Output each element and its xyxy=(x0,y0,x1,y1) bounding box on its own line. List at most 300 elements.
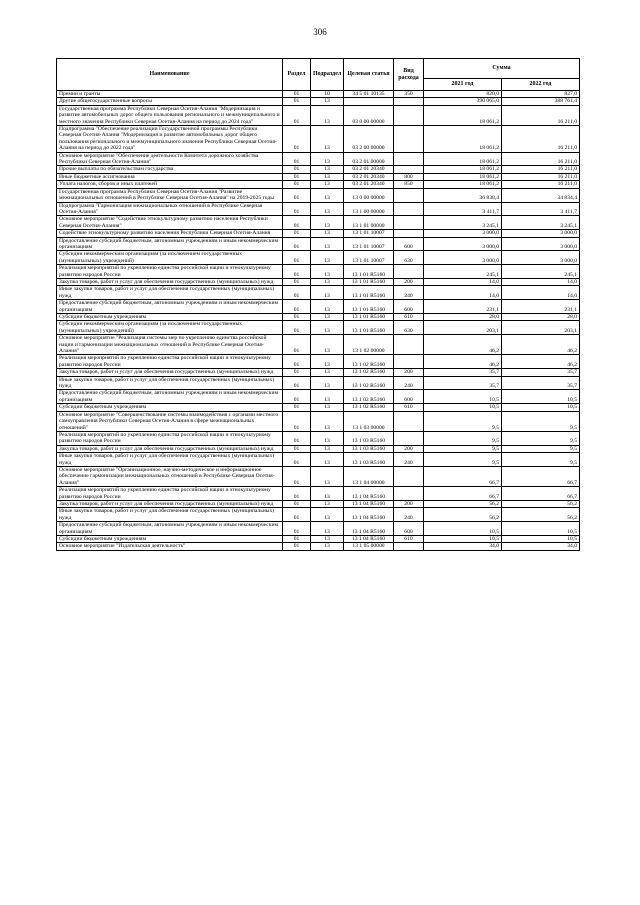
row-target-article: 13 1 01 10007 xyxy=(344,237,394,251)
row-sum-2022: 9,5 xyxy=(502,453,580,467)
row-expense-type: 240 xyxy=(394,286,424,300)
row-sum-2022: 16 211,0 xyxy=(502,166,580,173)
row-sum-2021: 9,5 xyxy=(424,431,502,445)
row-expense-type: 350 xyxy=(394,91,424,98)
row-name: Подпрограмма "Обеспечение реализации Государственной программы Республики Северная Осетия-Алания "Модернизация и развитие автомобильных дорог общего пользования регионального и межмуниципального значения Республики Северная Осетия-Алания на период до 2022 года" xyxy=(57,126,283,153)
row-expense-type: 200 xyxy=(394,445,424,452)
table-row xyxy=(57,376,580,390)
row-sum-2022: 34,0 xyxy=(502,543,580,550)
row-section: 01 xyxy=(283,522,311,536)
row-name: Подпрограмма "Гармонизация межнациональных отношений в Республике Северная Осетия-Алания" xyxy=(57,202,283,216)
row-target-article: 13 1 01 00000 xyxy=(344,216,394,230)
row-expense-type: 200 xyxy=(394,500,424,507)
row-target-article: 13 1 01 R5160 xyxy=(344,265,394,279)
row-section: 01 xyxy=(283,487,311,501)
row-subsection: 13 xyxy=(311,105,344,125)
row-subsection: 13 xyxy=(311,278,344,285)
row-expense-type xyxy=(394,265,424,279)
row-target-article xyxy=(344,98,394,105)
row-target-article: 13 1 02 R5160 xyxy=(344,369,394,376)
row-name: Субсидии бюджетным учреждениям xyxy=(57,536,283,543)
row-section: 01 xyxy=(283,508,311,522)
row-sum-2022: 56,2 xyxy=(502,500,580,507)
row-expense-type: 610 xyxy=(394,314,424,321)
row-name: Реализация мероприятий по укреплению единства российской нации и этнокультурному развитию народов России xyxy=(57,355,283,369)
row-expense-type xyxy=(394,487,424,501)
table-row xyxy=(57,278,580,285)
row-sum-2022: 46,2 xyxy=(502,335,580,355)
row-sum-2022: 9,5 xyxy=(502,445,580,452)
row-sum-2022: 231,1 xyxy=(502,300,580,314)
table-row xyxy=(57,411,580,431)
row-sum-2022: 9,5 xyxy=(502,431,580,445)
table-row xyxy=(57,487,580,501)
row-subsection: 13 xyxy=(311,314,344,321)
row-expense-type: 800 xyxy=(394,173,424,180)
row-expense-type xyxy=(394,202,424,216)
row-name: Уплата налогов, сборов и иных платежей xyxy=(57,181,283,188)
row-sum-2022: 3 000,0 xyxy=(502,251,580,265)
row-subsection: 13 xyxy=(311,202,344,216)
row-sum-2022: 388 761,4 xyxy=(502,98,580,105)
row-subsection: 13 xyxy=(311,466,344,486)
row-name: Субсидии бюджетным учреждениям xyxy=(57,404,283,411)
row-sum-2021: 35,7 xyxy=(424,376,502,390)
row-sum-2021: 18 061,2 xyxy=(424,152,502,166)
row-section: 01 xyxy=(283,152,311,166)
row-target-article: 13 1 01 10007 xyxy=(344,230,394,237)
row-subsection: 13 xyxy=(311,251,344,265)
row-target-article: 13 1 02 R5160 xyxy=(344,376,394,390)
row-sum-2021: 3 000,0 xyxy=(424,251,502,265)
table-row xyxy=(57,237,580,251)
row-section: 01 xyxy=(283,500,311,507)
row-name: Иные закупки товаров, работ и услуг для обеспечения государственных (муниципальных) нужд xyxy=(57,508,283,522)
row-name: Субсидии бюджетным учреждениям xyxy=(57,314,283,321)
row-subsection: 13 xyxy=(311,166,344,173)
row-subsection: 13 xyxy=(311,453,344,467)
row-sum-2022: 56,2 xyxy=(502,508,580,522)
row-subsection: 13 xyxy=(311,487,344,501)
row-expense-type: 610 xyxy=(394,404,424,411)
row-name: Субсидии некоммерческим организациям (за исключением государственных (муниципальных) учреждений) xyxy=(57,251,283,265)
row-sum-2022: 827,0 xyxy=(502,91,580,98)
row-name: Иные закупки товаров, работ и услуг для обеспечения государственных (муниципальных) нужд xyxy=(57,286,283,300)
row-sum-2021: 9,5 xyxy=(424,453,502,467)
row-sum-2021: 28,0 xyxy=(424,314,502,321)
row-sum-2021: 14,0 xyxy=(424,286,502,300)
row-expense-type: 200 xyxy=(394,369,424,376)
row-sum-2022: 10,5 xyxy=(502,536,580,543)
row-sum-2021: 18 061,2 xyxy=(424,173,502,180)
row-sum-2022: 28,0 xyxy=(502,314,580,321)
row-name: Иные закупки товаров, работ и услуг для обеспечения государственных (муниципальных) нужд xyxy=(57,376,283,390)
row-sum-2021: 36 838,4 xyxy=(424,188,502,202)
row-sum-2022: 16 211,0 xyxy=(502,181,580,188)
row-expense-type: 240 xyxy=(394,453,424,467)
row-target-article: 13 1 02 R5160 xyxy=(344,390,394,404)
row-sum-2021: 56,2 xyxy=(424,508,502,522)
table-row xyxy=(57,126,580,153)
row-section: 01 xyxy=(283,445,311,452)
row-name: Премии и гранты xyxy=(57,91,283,98)
row-name: Основное мероприятие "Организационное, научно-методическое и информационное обеспечение гармонизации межнациональных отношений в Республике Северная Осетия-Алания" xyxy=(57,466,283,486)
row-expense-type: 600 xyxy=(394,300,424,314)
row-subsection: 13 xyxy=(311,404,344,411)
row-target-article: 03 2 01 20340 xyxy=(344,166,394,173)
row-sum-2021: 34,0 xyxy=(424,543,502,550)
table-row xyxy=(57,216,580,230)
row-sum-2021: 66,7 xyxy=(424,466,502,486)
row-subsection: 13 xyxy=(311,445,344,452)
row-expense-type: 600 xyxy=(394,237,424,251)
row-expense-type xyxy=(394,466,424,486)
row-section: 01 xyxy=(283,166,311,173)
row-subsection: 13 xyxy=(311,173,344,180)
table-row xyxy=(57,508,580,522)
row-sum-2022: 14,0 xyxy=(502,286,580,300)
row-name: Закупка товаров, работ и услуг для обеспечения государственных (муниципальных) нужд xyxy=(57,500,283,507)
row-subsection: 10 xyxy=(311,91,344,98)
table-row xyxy=(57,369,580,376)
row-sum-2021: 18 061,2 xyxy=(424,126,502,153)
row-target-article: 13 1 02 R5160 xyxy=(344,404,394,411)
row-expense-type: 600 xyxy=(394,390,424,404)
row-expense-type xyxy=(394,411,424,431)
row-target-article: 03 2 01 20340 xyxy=(344,173,394,180)
row-subsection: 13 xyxy=(311,188,344,202)
row-sum-2022: 3 245,1 xyxy=(502,216,580,230)
row-section: 01 xyxy=(283,216,311,230)
row-subsection: 13 xyxy=(311,216,344,230)
row-sum-2021: 10,5 xyxy=(424,522,502,536)
budget-table xyxy=(56,58,580,551)
row-target-article: 13 1 01 R5160 xyxy=(344,278,394,285)
row-subsection: 13 xyxy=(311,431,344,445)
row-name: Государственная программа Республики Северная Осетия-Алания "Развитие межнациональных отношений в Республике Северная Осетия-Алания" на 2019-2025 годы xyxy=(57,188,283,202)
row-expense-type xyxy=(394,166,424,173)
row-sum-2022: 16 211,0 xyxy=(502,105,580,125)
row-expense-type xyxy=(394,431,424,445)
table-row xyxy=(57,202,580,216)
table-row xyxy=(57,314,580,321)
row-subsection: 13 xyxy=(311,376,344,390)
row-section: 01 xyxy=(283,431,311,445)
row-sum-2021: 231,1 xyxy=(424,300,502,314)
row-section: 01 xyxy=(283,335,311,355)
row-sum-2021: 35,7 xyxy=(424,369,502,376)
row-target-article: 03 2 00 00000 xyxy=(344,126,394,153)
row-section: 01 xyxy=(283,91,311,98)
row-sum-2021: 3 000,0 xyxy=(424,237,502,251)
row-expense-type: 850 xyxy=(394,181,424,188)
row-name: Реализация мероприятий по укреплению единства российской нации и этнокультурному развитию народов России xyxy=(57,487,283,501)
row-subsection: 13 xyxy=(311,152,344,166)
row-target-article: 13 1 04 R5160 xyxy=(344,522,394,536)
header-target-article: Целевая статья xyxy=(344,59,394,91)
row-sum-2022: 66,7 xyxy=(502,466,580,486)
row-sum-2022: 46,2 xyxy=(502,355,580,369)
row-subsection: 13 xyxy=(311,265,344,279)
row-target-article: 13 1 03 R5160 xyxy=(344,453,394,467)
row-sum-2021: 390 065,0 xyxy=(424,98,502,105)
row-section: 01 xyxy=(283,278,311,285)
row-sum-2022: 34 834,4 xyxy=(502,188,580,202)
row-section: 01 xyxy=(283,265,311,279)
row-sum-2022: 10,5 xyxy=(502,390,580,404)
row-target-article: 13 1 03 R5160 xyxy=(344,431,394,445)
header-name: Наименование xyxy=(57,59,283,91)
table-row xyxy=(57,251,580,265)
row-expense-type xyxy=(394,126,424,153)
header-subsection: Подраздел xyxy=(311,59,344,91)
table-row xyxy=(57,445,580,452)
row-name: Содействие этнокультурному развитию населения Республики Северная Осетия-Алания xyxy=(57,230,283,237)
row-target-article: 13 1 04 R5160 xyxy=(344,508,394,522)
row-sum-2021: 18 061,2 xyxy=(424,105,502,125)
header-year-2021: 2021 год xyxy=(424,79,502,91)
row-expense-type: 240 xyxy=(394,376,424,390)
row-subsection: 13 xyxy=(311,300,344,314)
row-subsection: 13 xyxy=(311,181,344,188)
row-name: Предоставление субсидий бюджетным, автономным учреждениям и иным некоммерческим организациям xyxy=(57,300,283,314)
header-expense-type: Вид расхода xyxy=(394,59,424,91)
row-expense-type: 630 xyxy=(394,321,424,335)
table-row xyxy=(57,265,580,279)
row-name: Основное мероприятие "Содействие этнокультурному развитию населения Республики Северная Осетия-Алания" xyxy=(57,216,283,230)
row-sum-2022: 66,7 xyxy=(502,487,580,501)
row-name: Государственная программа Республики Северная Осетия-Алания "Модернизация и развитие автомобильных дорог общего пользования регионального и межмуниципального и местного значения Республики Северная Осетия-Алания на период до 2024 года" xyxy=(57,105,283,125)
row-expense-type xyxy=(394,152,424,166)
row-name: Предоставление субсидий бюджетным, автономным учреждениям и иным некоммерческим организациям xyxy=(57,237,283,251)
row-section: 01 xyxy=(283,404,311,411)
row-sum-2022: 9,5 xyxy=(502,411,580,431)
row-subsection: 13 xyxy=(311,508,344,522)
table-row xyxy=(57,522,580,536)
table-row xyxy=(57,300,580,314)
row-section: 01 xyxy=(283,536,311,543)
row-target-article: 13 1 03 00000 xyxy=(344,411,394,431)
row-name: Прочие выплаты по обязательствам государства xyxy=(57,166,283,173)
row-name: Предоставление субсидий бюджетным, автономным учреждениям и иным некоммерческим организациям xyxy=(57,390,283,404)
row-expense-type: 630 xyxy=(394,251,424,265)
row-section: 01 xyxy=(283,188,311,202)
row-sum-2021: 56,2 xyxy=(424,500,502,507)
table-row xyxy=(57,536,580,543)
row-section: 01 xyxy=(283,105,311,125)
row-sum-2022: 14,0 xyxy=(502,278,580,285)
table-row xyxy=(57,173,580,180)
row-section: 01 xyxy=(283,237,311,251)
header-section: Раздел xyxy=(283,59,311,91)
header-year-2022: 2022 год xyxy=(502,79,580,91)
row-sum-2021: 46,2 xyxy=(424,355,502,369)
row-target-article: 13 1 01 10007 xyxy=(344,251,394,265)
table-row xyxy=(57,390,580,404)
row-sum-2022: 203,1 xyxy=(502,321,580,335)
table-row xyxy=(57,431,580,445)
row-expense-type: 200 xyxy=(394,278,424,285)
row-subsection: 13 xyxy=(311,500,344,507)
row-sum-2022: 35,7 xyxy=(502,369,580,376)
row-sum-2021: 18 061,2 xyxy=(424,181,502,188)
table-row xyxy=(57,286,580,300)
row-sum-2022: 3 000,0 xyxy=(502,237,580,251)
row-section: 01 xyxy=(283,369,311,376)
row-target-article: 13 1 01 R5160 xyxy=(344,321,394,335)
row-target-article: 13 1 01 R5160 xyxy=(344,300,394,314)
row-sum-2021: 3 000,0 xyxy=(424,230,502,237)
row-sum-2021: 245,1 xyxy=(424,265,502,279)
row-name: Основное мероприятие "Совершенствование системы взаимодействия с органами местного самоуправления Республики Северная Осетия-Алания в сфере межнациональных отношений" xyxy=(57,411,283,431)
row-section: 01 xyxy=(283,181,311,188)
row-subsection: 13 xyxy=(311,126,344,153)
row-target-article: 13 0 00 00000 xyxy=(344,188,394,202)
table-row xyxy=(57,335,580,355)
row-expense-type xyxy=(394,543,424,550)
table-row xyxy=(57,321,580,335)
row-section: 01 xyxy=(283,98,311,105)
row-target-article: 13 1 01 R5160 xyxy=(344,286,394,300)
row-expense-type xyxy=(394,335,424,355)
row-subsection: 13 xyxy=(311,321,344,335)
row-target-article: 13 1 01 R5160 xyxy=(344,314,394,321)
row-sum-2022: 16 211,0 xyxy=(502,152,580,166)
row-section: 01 xyxy=(283,453,311,467)
row-target-article: 03 0 00 00000 xyxy=(344,105,394,125)
table-row xyxy=(57,230,580,237)
row-target-article: 13 1 02 R5160 xyxy=(344,355,394,369)
row-sum-2022: 10,5 xyxy=(502,522,580,536)
row-sum-2021: 14,0 xyxy=(424,278,502,285)
table-row xyxy=(57,453,580,467)
row-name: Основное мероприятие "Издательская деятельность" xyxy=(57,543,283,550)
row-sum-2022: 16 211,0 xyxy=(502,126,580,153)
row-name: Реализация мероприятий по укреплению единства российской нации и этнокультурному развитию народов России xyxy=(57,431,283,445)
row-target-article: 13 1 04 00000 xyxy=(344,466,394,486)
row-expense-type: 600 xyxy=(394,522,424,536)
row-subsection: 13 xyxy=(311,230,344,237)
row-sum-2021: 18 061,2 xyxy=(424,166,502,173)
row-name: Закупка товаров, работ и услуг для обеспечения государственных (муниципальных) нужд xyxy=(57,369,283,376)
row-name: Основное мероприятие "Обеспечение деятельности Комитета дорожного хозяйства Республики Северная Осетия-Алания" xyxy=(57,152,283,166)
row-expense-type xyxy=(394,216,424,230)
table-row xyxy=(57,98,580,105)
row-target-article: 13 1 04 R5160 xyxy=(344,536,394,543)
row-subsection: 13 xyxy=(311,286,344,300)
row-subsection: 13 xyxy=(311,411,344,431)
row-sum-2021: 3 245,1 xyxy=(424,216,502,230)
row-expense-type xyxy=(394,105,424,125)
row-subsection: 13 xyxy=(311,536,344,543)
row-sum-2022: 3 411,7 xyxy=(502,202,580,216)
row-section: 01 xyxy=(283,390,311,404)
row-section: 01 xyxy=(283,376,311,390)
row-expense-type xyxy=(394,98,424,105)
row-target-article: 13 1 05 00000 xyxy=(344,543,394,550)
row-sum-2021: 10,5 xyxy=(424,390,502,404)
row-section: 01 xyxy=(283,173,311,180)
row-section: 01 xyxy=(283,126,311,153)
row-name: Иные бюджетные ассигнования xyxy=(57,173,283,180)
row-sum-2021: 9,5 xyxy=(424,411,502,431)
row-name: Другие общегосударственные вопросы xyxy=(57,98,283,105)
row-target-article: 13 1 02 00000 xyxy=(344,335,394,355)
row-section: 01 xyxy=(283,230,311,237)
table-body xyxy=(57,91,580,551)
row-subsection: 13 xyxy=(311,237,344,251)
row-section: 01 xyxy=(283,466,311,486)
row-subsection: 13 xyxy=(311,98,344,105)
row-section: 01 xyxy=(283,411,311,431)
table-row xyxy=(57,181,580,188)
row-section: 01 xyxy=(283,355,311,369)
row-target-article: 34 5 01 10135 xyxy=(344,91,394,98)
row-sum-2021: 820,0 xyxy=(424,91,502,98)
row-target-article: 13 1 03 R5160 xyxy=(344,445,394,452)
row-section: 01 xyxy=(283,251,311,265)
row-sum-2021: 9,5 xyxy=(424,445,502,452)
row-name: Иные закупки товаров, работ и услуг для обеспечения государственных (муниципальных) нужд xyxy=(57,453,283,467)
row-expense-type xyxy=(394,188,424,202)
row-subsection: 13 xyxy=(311,522,344,536)
row-section: 01 xyxy=(283,286,311,300)
row-section: 01 xyxy=(283,300,311,314)
row-section: 01 xyxy=(283,321,311,335)
row-subsection: 13 xyxy=(311,543,344,550)
table-row xyxy=(57,152,580,166)
row-section: 01 xyxy=(283,314,311,321)
row-name: Реализация мероприятий по укреплению единства российской нации и этнокультурному развитию народов России xyxy=(57,265,283,279)
row-name: Субсидии некоммерческим организациям (за исключением государственных (муниципальных) учреждений) xyxy=(57,321,283,335)
row-expense-type: 610 xyxy=(394,536,424,543)
table-row xyxy=(57,466,580,486)
row-name: Закупка товаров, работ и услуг для обеспечения государственных (муниципальных) нужд xyxy=(57,445,283,452)
row-sum-2021: 10,5 xyxy=(424,404,502,411)
row-name: Закупка товаров, работ и услуг для обеспечения государственных (муниципальных) нужд xyxy=(57,278,283,285)
row-sum-2022: 3 000,0 xyxy=(502,230,580,237)
row-sum-2021: 3 411,7 xyxy=(424,202,502,216)
table-row xyxy=(57,355,580,369)
row-section: 01 xyxy=(283,202,311,216)
row-sum-2022: 245,1 xyxy=(502,265,580,279)
row-subsection: 13 xyxy=(311,335,344,355)
row-target-article: 13 1 00 00000 xyxy=(344,202,394,216)
row-target-article: 13 1 04 R5160 xyxy=(344,487,394,501)
row-sum-2021: 203,1 xyxy=(424,321,502,335)
page-number: 306 xyxy=(313,27,327,37)
table-row xyxy=(57,91,580,98)
row-target-article: 13 1 04 R5160 xyxy=(344,500,394,507)
table-row xyxy=(57,166,580,173)
table-row xyxy=(57,188,580,202)
row-sum-2021: 46,2 xyxy=(424,335,502,355)
row-subsection: 13 xyxy=(311,355,344,369)
row-name: Основное мероприятие "Реализация системы мер по укреплению единства российской нации и гармонизации межнациональных отношений в Республике Северная Осетия-Алания" xyxy=(57,335,283,355)
row-sum-2022: 16 211,0 xyxy=(502,173,580,180)
row-section: 01 xyxy=(283,543,311,550)
row-expense-type: 240 xyxy=(394,508,424,522)
row-target-article: 03 2 01 00000 xyxy=(344,152,394,166)
table-row xyxy=(57,105,580,125)
table-row xyxy=(57,404,580,411)
header-sum: Сумма xyxy=(424,59,580,79)
row-sum-2022: 35,7 xyxy=(502,376,580,390)
row-expense-type xyxy=(394,230,424,237)
row-expense-type xyxy=(394,355,424,369)
row-target-article: 03 2 01 20340 xyxy=(344,181,394,188)
row-subsection: 13 xyxy=(311,390,344,404)
